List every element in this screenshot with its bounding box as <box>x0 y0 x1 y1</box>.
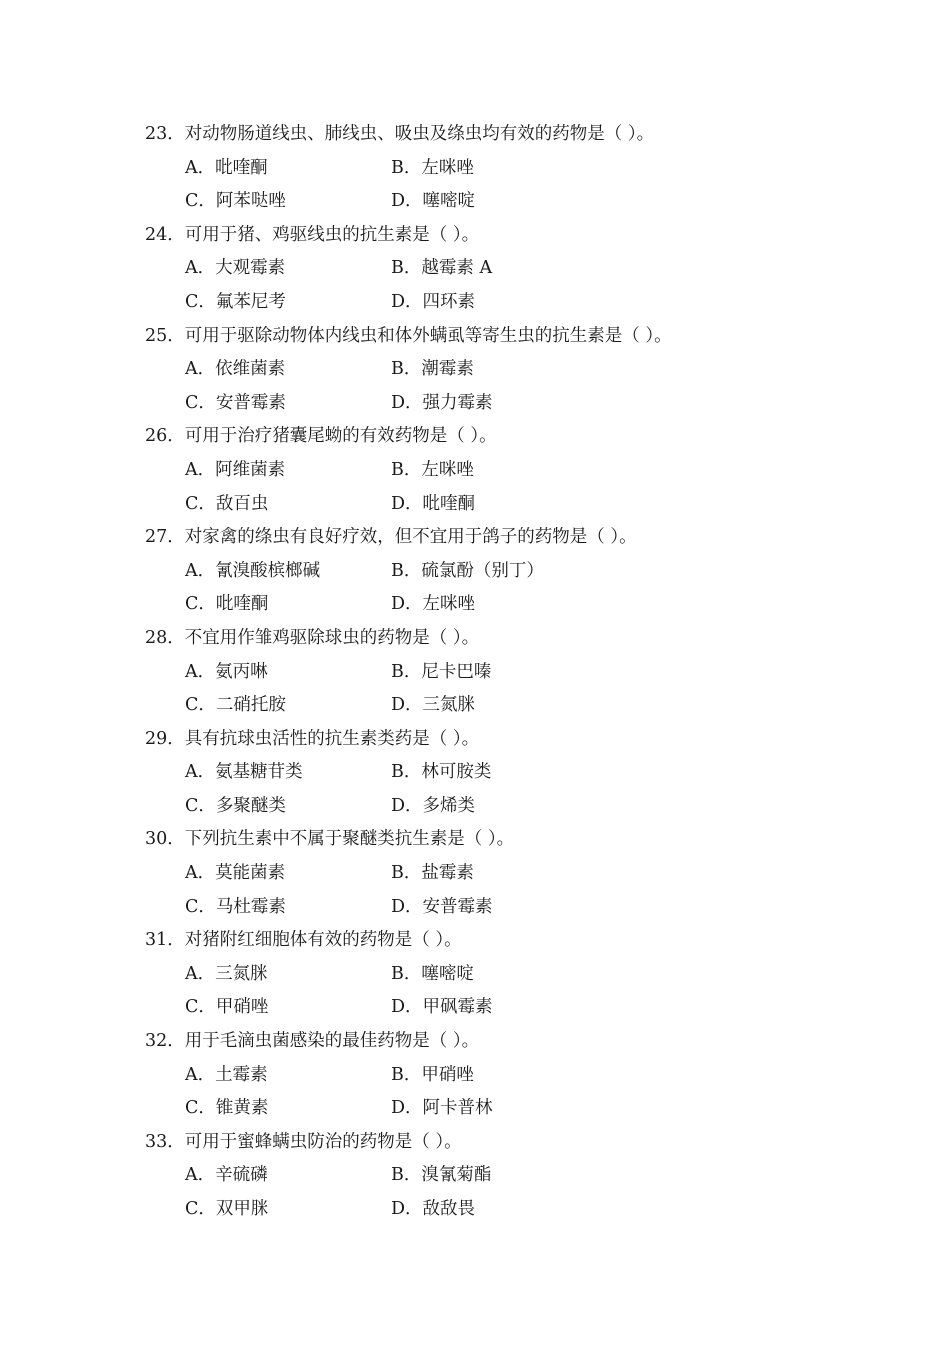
option-text: 噻嘧啶 <box>421 963 474 984</box>
question-stem <box>145 723 885 757</box>
option-row <box>145 857 885 891</box>
question-number: 32． <box>145 1031 185 1052</box>
option-letter: D． <box>391 896 423 917</box>
option-letter: B． <box>391 459 422 480</box>
option-letter: D． <box>391 291 423 312</box>
answer-option <box>185 1092 391 1126</box>
option-letter: D． <box>391 795 423 816</box>
option-letter: A． <box>185 1064 216 1085</box>
option-text: 左咪唑 <box>421 459 474 480</box>
option-row <box>145 252 885 286</box>
answer-option <box>391 152 474 186</box>
option-letter: C． <box>185 594 216 615</box>
option-letter: B． <box>391 359 422 380</box>
option-text: 潮霉素 <box>421 359 474 380</box>
question-block <box>145 219 885 320</box>
question-stem <box>145 924 885 958</box>
question-number: 31． <box>145 930 185 951</box>
option-text: 盐霉素 <box>421 863 474 884</box>
question-block <box>145 823 885 924</box>
option-text: 马杜霉素 <box>215 896 286 917</box>
option-letter: B． <box>391 1064 422 1085</box>
option-text: 氨基糖苷类 <box>215 762 303 783</box>
option-letter: D． <box>391 695 423 716</box>
option-letter: C． <box>185 695 216 716</box>
option-letter: B． <box>391 661 422 682</box>
option-text: 林可胺类 <box>421 762 492 783</box>
option-letter: C． <box>185 1098 216 1119</box>
option-row <box>145 991 885 1025</box>
option-row <box>145 353 885 387</box>
option-text: 甲硝唑 <box>421 1064 474 1085</box>
option-row <box>145 1092 885 1126</box>
answer-option <box>185 286 391 320</box>
question-text: 对动物肠道线虫、肺线虫、吸虫及绦虫均有效的药物是（ ）。 <box>184 124 655 144</box>
option-letter: A． <box>185 762 216 783</box>
question-block <box>145 320 885 421</box>
option-text: 尼卡巴嗪 <box>421 661 492 682</box>
option-row <box>145 891 885 925</box>
option-text: 多烯类 <box>422 795 476 816</box>
option-letter: C． <box>185 191 216 212</box>
answer-option <box>391 756 491 790</box>
question-stem <box>145 420 885 454</box>
option-letter: D． <box>391 1199 423 1219</box>
option-letter: B． <box>391 963 422 984</box>
question-text: 可用于驱除动物体内线虫和体外螨虱等寄生虫的抗生素是（ ）。 <box>184 325 672 346</box>
option-letter: A． <box>185 258 216 279</box>
question-number: 24． <box>145 224 185 245</box>
option-row <box>145 958 885 992</box>
option-text: 阿苯哒唑 <box>215 191 286 212</box>
option-text: 氟苯尼考 <box>215 291 286 312</box>
option-text: 强力霉素 <box>422 392 493 413</box>
answer-option <box>391 1092 493 1126</box>
option-text: 左咪唑 <box>422 594 476 615</box>
option-letter: A． <box>185 560 216 581</box>
option-text: 阿卡普林 <box>422 1098 493 1119</box>
option-text: 氰溴酸槟榔碱 <box>215 560 321 581</box>
question-number: 33． <box>145 1131 185 1152</box>
option-letter: D． <box>391 594 423 615</box>
option-letter: D． <box>391 392 423 413</box>
option-row <box>145 588 885 622</box>
answer-option <box>391 286 475 320</box>
question-stem <box>145 320 885 354</box>
option-row <box>145 1159 885 1193</box>
question-number: 25． <box>145 325 185 346</box>
option-letter: B． <box>391 863 422 884</box>
answer-option <box>391 790 475 824</box>
option-letter: A． <box>185 661 216 682</box>
option-letter: B． <box>391 560 422 581</box>
answer-option <box>391 1059 474 1093</box>
option-letter: C． <box>185 795 216 816</box>
option-row <box>145 454 885 488</box>
option-row <box>145 488 885 522</box>
question-stem <box>145 521 885 555</box>
option-letter: D． <box>391 191 423 212</box>
answer-option <box>185 454 391 488</box>
option-letter: A． <box>185 1165 216 1186</box>
option-letter: A． <box>185 963 216 984</box>
answer-option <box>185 152 391 186</box>
option-letter: B． <box>391 258 422 279</box>
option-row <box>145 756 885 790</box>
question-text: 可用于治疗猪囊尾蚴的有效药物是（ ）。 <box>184 426 497 447</box>
option-text: 二硝托胺 <box>215 695 286 716</box>
option-text: 左咪唑 <box>421 157 474 178</box>
option-row <box>145 1193 885 1227</box>
option-text: 多聚醚类 <box>215 795 286 816</box>
option-text: 吡喹酮 <box>422 493 476 514</box>
option-text: 吡喹酮 <box>215 157 268 178</box>
option-row <box>145 387 885 421</box>
option-letter: C． <box>185 291 216 312</box>
answer-option <box>391 185 475 219</box>
question-block <box>145 1025 885 1126</box>
answer-option <box>185 1159 391 1193</box>
option-text: 阿维菌素 <box>215 459 286 480</box>
answer-option <box>185 857 391 891</box>
option-text: 四环素 <box>422 291 476 312</box>
answer-option <box>185 588 391 622</box>
option-row <box>145 152 885 186</box>
answer-option <box>391 454 474 488</box>
question-block <box>145 924 885 1025</box>
answer-option <box>391 555 544 589</box>
question-number: 30． <box>145 829 185 850</box>
option-letter: A． <box>185 359 216 380</box>
question-number: 26． <box>145 426 185 447</box>
option-letter: A． <box>185 863 216 884</box>
option-text: 噻嘧啶 <box>422 191 476 212</box>
option-text: 安普霉素 <box>215 392 286 413</box>
option-text: 辛硫磷 <box>215 1165 268 1186</box>
option-row <box>145 790 885 824</box>
answer-option <box>185 1059 391 1093</box>
option-text: 依维菌素 <box>215 359 286 380</box>
option-letter: A． <box>185 459 216 480</box>
answer-option <box>391 353 474 387</box>
answer-option <box>185 991 391 1025</box>
option-row <box>145 689 885 723</box>
option-text: 莫能菌素 <box>215 863 286 884</box>
option-letter: C． <box>185 997 216 1018</box>
question-block <box>145 622 885 723</box>
option-text: 三氮脒 <box>215 963 268 984</box>
option-letter: B． <box>391 762 422 783</box>
option-letter: C． <box>185 1199 216 1219</box>
option-letter: C． <box>185 493 216 514</box>
answer-option <box>185 689 391 723</box>
option-row <box>145 656 885 690</box>
answer-option <box>185 185 391 219</box>
option-text: 敌百虫 <box>215 493 269 514</box>
question-stem <box>145 1126 885 1160</box>
question-block <box>145 723 885 824</box>
answer-option <box>391 891 493 925</box>
option-text: 三氮脒 <box>422 695 476 716</box>
question-stem <box>145 823 885 857</box>
option-letter: B． <box>391 1165 422 1186</box>
option-text: 硫氯酚（别丁） <box>421 560 544 581</box>
question-text: 可用于蜜蜂螨虫防治的药物是（ ）。 <box>184 1131 462 1152</box>
question-text: 不宜用作雏鸡驱除球虫的药物是（ ）。 <box>184 627 480 648</box>
question-number: 27． <box>145 527 185 548</box>
question-text: 对家禽的绦虫有良好疗效，但不宜用于鸽子的药物是（ ）。 <box>184 527 637 548</box>
question-block <box>145 118 885 219</box>
question-text: 可用于猪、鸡驱线虫的抗生素是（ ）。 <box>184 224 480 245</box>
answer-option <box>185 488 391 522</box>
option-letter: D． <box>391 493 423 514</box>
answer-option <box>391 991 493 1025</box>
option-letter: D． <box>391 997 423 1018</box>
option-text: 甲硝唑 <box>215 997 269 1018</box>
answer-option <box>391 387 493 421</box>
option-text: 敌敌畏 <box>422 1199 476 1219</box>
option-letter: D． <box>391 1098 423 1119</box>
answer-option <box>185 1193 391 1227</box>
option-letter: C． <box>185 896 216 917</box>
option-text: 双甲脒 <box>215 1199 269 1219</box>
question-number: 23． <box>145 124 185 144</box>
option-text: 安普霉素 <box>422 896 493 917</box>
answer-option <box>185 252 391 286</box>
question-block <box>145 1126 885 1227</box>
option-text: 大观霉素 <box>215 258 286 279</box>
question-stem <box>145 622 885 656</box>
option-text: 吡喹酮 <box>215 594 269 615</box>
answer-option <box>391 656 491 690</box>
option-text: 甲砜霉素 <box>422 997 493 1018</box>
question-stem <box>145 1025 885 1059</box>
question-list <box>145 118 885 1227</box>
option-text: 氨丙啉 <box>215 661 268 682</box>
answer-option <box>391 958 474 992</box>
option-row <box>145 555 885 589</box>
option-letter: A． <box>185 157 216 178</box>
answer-option <box>391 588 475 622</box>
question-number: 29． <box>145 728 185 749</box>
answer-option <box>185 555 391 589</box>
option-text: 溴氰菊酯 <box>421 1165 492 1186</box>
option-row <box>145 185 885 219</box>
answer-option <box>185 958 391 992</box>
question-text: 下列抗生素中不属于聚醚类抗生素是（ ）。 <box>184 829 515 850</box>
question-stem <box>145 219 885 253</box>
answer-option <box>185 353 391 387</box>
question-text: 具有抗球虫活性的抗生素类药是（ ）。 <box>184 728 480 749</box>
answer-option <box>391 1193 475 1227</box>
answer-option <box>185 387 391 421</box>
answer-option <box>185 790 391 824</box>
answer-option <box>391 1159 491 1193</box>
option-letter: C． <box>185 392 216 413</box>
answer-option <box>391 488 475 522</box>
option-row <box>145 286 885 320</box>
answer-option <box>391 857 474 891</box>
answer-option <box>391 252 492 286</box>
option-text: 越霉素 A <box>421 258 493 279</box>
option-text: 土霉素 <box>215 1064 268 1085</box>
question-block <box>145 420 885 521</box>
option-row <box>145 1059 885 1093</box>
answer-option <box>391 689 475 723</box>
answer-option <box>185 756 391 790</box>
question-stem <box>145 118 885 152</box>
option-text: 锥黄素 <box>215 1098 269 1119</box>
question-block <box>145 521 885 622</box>
question-number: 28． <box>145 627 185 648</box>
answer-option <box>185 891 391 925</box>
option-letter: B． <box>391 157 422 178</box>
answer-option <box>185 656 391 690</box>
question-text: 对猪附红细胞体有效的药物是（ ）。 <box>184 930 462 951</box>
question-text: 用于毛滴虫菌感染的最佳药物是（ ）。 <box>184 1031 480 1052</box>
